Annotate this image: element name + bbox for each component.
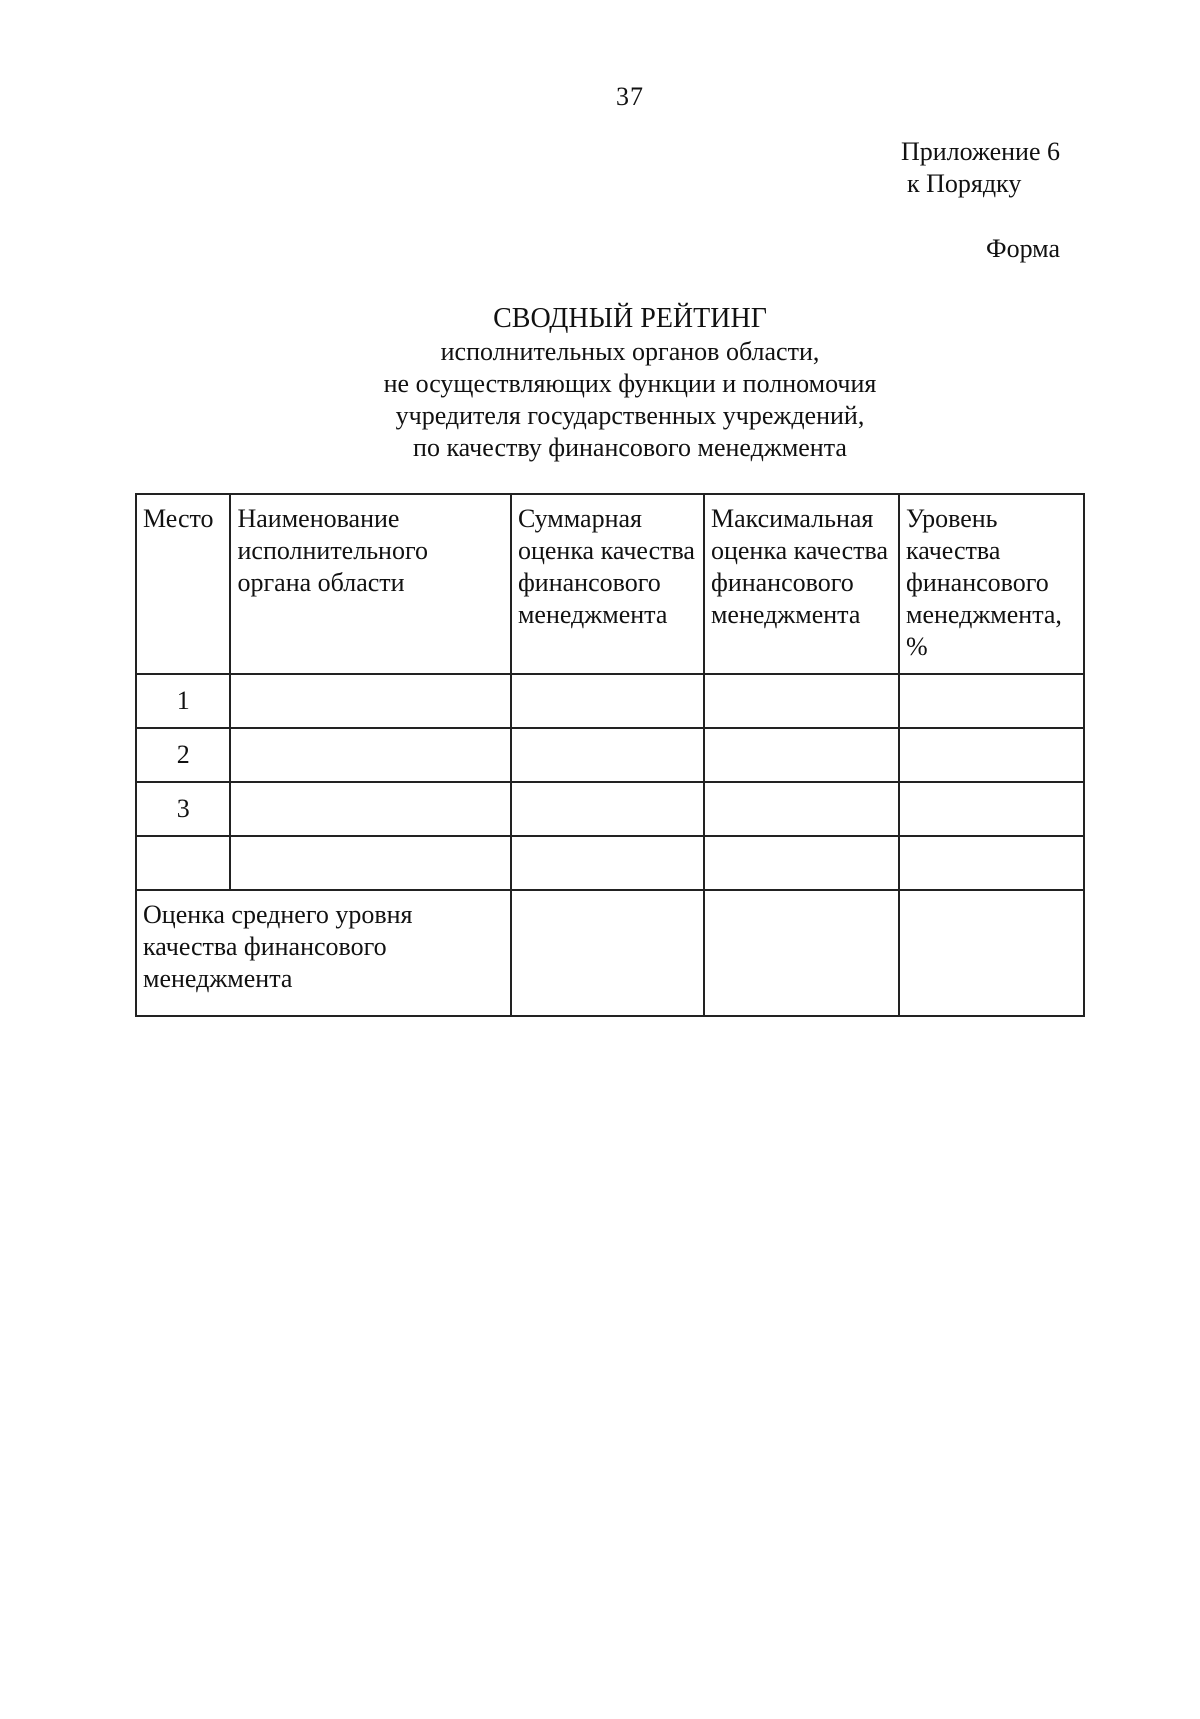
form-label: Форма [986,234,1060,263]
header-place: Место [136,494,230,674]
summary-label: Оценка среднего уровня качества финансового менеджмента [136,890,511,1016]
cell-level [899,728,1084,782]
summary-row [136,890,1084,1016]
cell-level [899,836,1084,890]
cell-place: 3 [136,782,230,836]
cell-level [899,674,1084,728]
table-row [136,782,1084,836]
cell-max-score [704,674,899,728]
header-total-score: Суммарная оценка качества финансового менеджмента [511,494,704,674]
appendix-line-2: к Порядку [906,169,1022,198]
rating-table [135,493,1085,1017]
header-level: Уровень качества финансового менеджмента, % [899,494,1084,674]
table-row [136,674,1084,728]
table-row [136,728,1084,782]
header-max-score: Максимальная оценка качества финансового менеджмента [704,494,899,674]
title-line-1: исполнительных органов области, [440,337,820,366]
table-header-row [136,494,1084,674]
cell-place [136,836,230,890]
cell-max-score [704,728,899,782]
cell-name [230,782,510,836]
document-title [0,302,1200,464]
cell-name [230,836,510,890]
title-line-2: не осуществляющих функции и полномочия [383,369,877,398]
cell-name [230,674,510,728]
appendix-note [901,136,1060,200]
cell-place: 1 [136,674,230,728]
cell-total-score [511,782,704,836]
cell-name [230,728,510,782]
summary-max-score [704,890,899,1016]
cell-place: 2 [136,728,230,782]
cell-max-score [704,836,899,890]
cell-total-score [511,728,704,782]
appendix-line-1: Приложение 6 [900,137,1060,166]
cell-level [899,782,1084,836]
title-line-4: по качеству финансового менеджмента [413,433,847,462]
table-row [136,836,1084,890]
title-main: СВОДНЫЙ РЕЙТИНГ [493,303,767,334]
title-line-3: учредителя государственных учреждений, [395,401,865,430]
summary-level [899,890,1084,1016]
summary-total-score [511,890,704,1016]
page-number: 37 [616,82,644,111]
cell-total-score [511,836,704,890]
cell-max-score [704,782,899,836]
cell-total-score [511,674,704,728]
header-name: Наименование исполнительного органа области [230,494,510,674]
